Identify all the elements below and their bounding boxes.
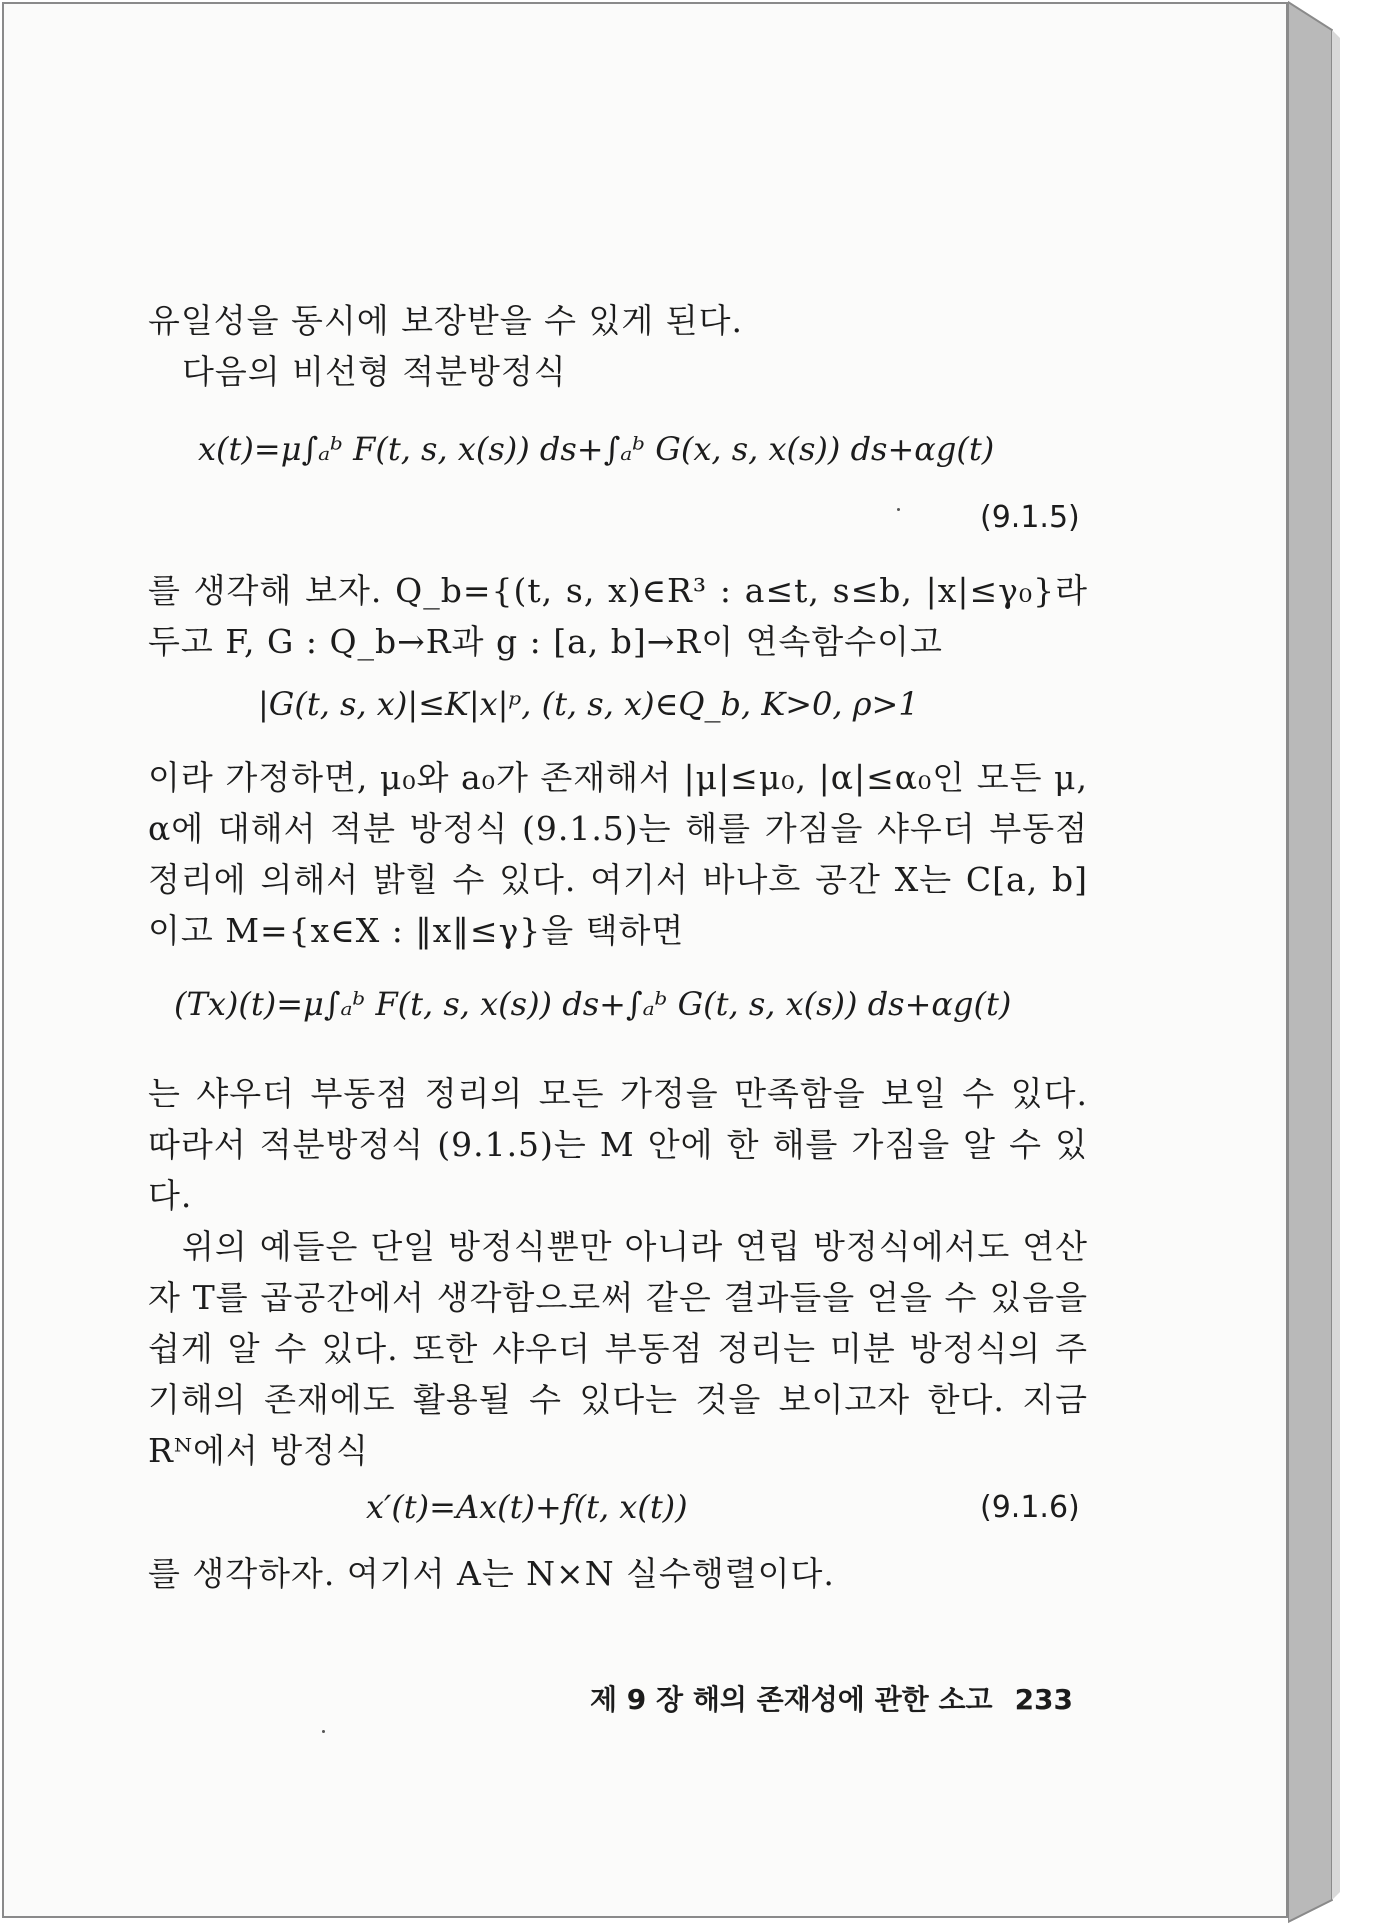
line-2: 다음의 비선형 적분방정식 bbox=[182, 352, 567, 391]
page-number: 233 bbox=[1014, 1683, 1074, 1716]
equation-1: x(t)=μ∫ₐᵇ F(t, s, x(s)) ds+∫ₐᵇ G(x, s, x(s)) ds+αg(t) bbox=[198, 430, 995, 468]
scan-speck bbox=[322, 1730, 325, 1733]
paragraph-5: 는 샤우더 부동점 정리의 모든 가정을 만족함을 보일 수 있다. 따라서 적분방정식 (9.1.5)는 M 안에 한 해를 가짐을 알 수 있다. bbox=[148, 1074, 1088, 1215]
book-page bbox=[2, 2, 1288, 1918]
book-edge bbox=[1288, 0, 1340, 1926]
scan-speck bbox=[897, 508, 900, 511]
line-1: 유일성을 동시에 보장받을 수 있게 된다. bbox=[148, 301, 743, 340]
paragraph-4: 이라 가정하면, μ₀와 a₀가 존재해서 |μ|≤μ₀, |α|≤α₀인 모든 μ, α에 대해서 적분 방정식 (9.1.5)는 해를 가짐을 샤우더 부동점 정리에 의해서 밝힐 수 있다. 여기서 바나흐 공간 X는 C[a, b]이고 M={x∈X : ‖x‖≤γ}을 택하면 bbox=[148, 758, 1088, 950]
paragraph-4-block bbox=[148, 752, 1088, 956]
paragraph-3-block bbox=[148, 565, 1088, 667]
equation-4-number: (9.1.6) bbox=[980, 1490, 1080, 1525]
equation-1-number: (9.1.5) bbox=[980, 500, 1080, 535]
equation-2: |G(t, s, x)|≤K|x|ᵖ, (t, s, x)∈Q_b, K>0, ρ>1 bbox=[258, 685, 919, 723]
chapter-title: 제 9 장 해의 존재성에 관한 소고 bbox=[590, 1683, 993, 1716]
page-footer bbox=[590, 1678, 1073, 1718]
paragraph-3: 를 생각해 보자. Q_b={(t, s, x)∈R³ : a≤t, s≤b, |x|≤γ₀}라 두고 F, G : Q_b→R과 g : [a, b]→R이 연속함수이고 bbox=[148, 571, 1088, 661]
paragraph-7-block bbox=[148, 1548, 1088, 1599]
paragraph-6: 위의 예들은 단일 방정식뿐만 아니라 연립 방정식에서도 연산자 T를 곱공간에서 생각함으로써 같은 결과들을 얻을 수 있음을 쉽게 알 수 있다. 또한 샤우더 부동점 정리는 미분 방정식의 주기해의 존재에도 활용될 수 있다는 것을 보이고자 한다. 지금 Rᴺ에서 방정식 bbox=[148, 1227, 1088, 1470]
equation-3: (Tx)(t)=μ∫ₐᵇ F(t, s, x(s)) ds+∫ₐᵇ G(t, s, x(s)) ds+αg(t) bbox=[174, 985, 1012, 1023]
page-text bbox=[148, 295, 1088, 397]
paragraph-5-block bbox=[148, 1068, 1088, 1476]
equation-4: x′(t)=Ax(t)+f(t, x(t)) bbox=[366, 1488, 688, 1526]
paragraph-7: 를 생각하자. 여기서 A는 N×N 실수행렬이다. bbox=[148, 1554, 835, 1593]
